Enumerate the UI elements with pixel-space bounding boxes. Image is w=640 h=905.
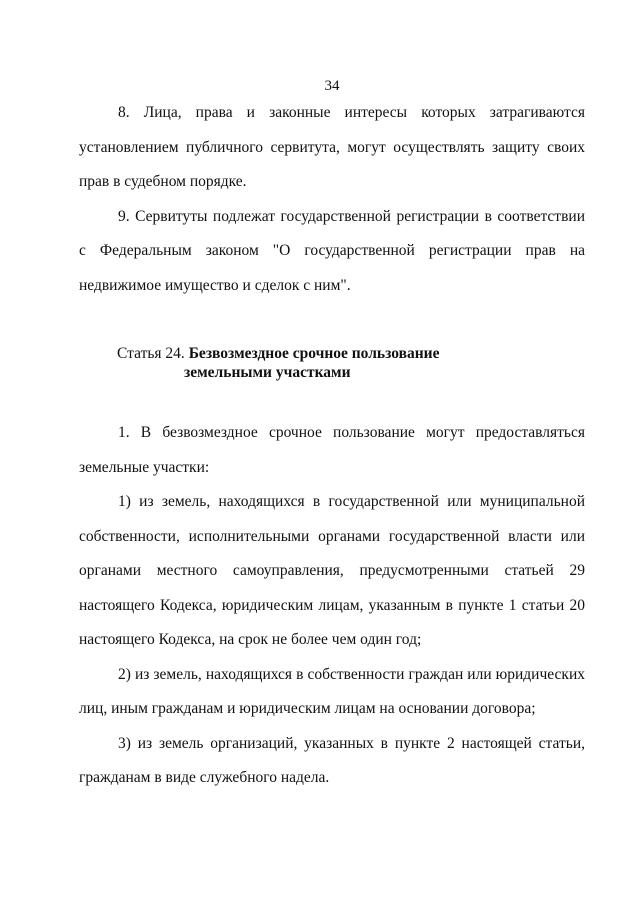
article-title-line2: земельными участками [184,364,351,381]
paragraph-8: 8. Лица, права и законные интересы которых затрагиваются установлением публичного сервитута, могут осуществлять защиту своих прав в судебном порядке. [79,104,585,190]
document-body [79,96,585,796]
spacer [79,382,585,416]
spacer [79,303,585,344]
paragraph-article-1-1: 1) из земель, находящихся в государственной или муниципальной собственности, исполнительными органами государственной власти или органами местного самоуправления, предусмотренными статьей 29 настоящего Кодекса, юридическим лицам, указанным в пункте 1 статьи 20 настоящего Кодекса, на срок не более чем один год; [79,493,585,648]
article-heading [79,344,585,382]
paragraph-article-1-3: 3) из земель организаций, указанных в пункте 2 настоящей статьи, гражданам в виде служебного надела. [79,734,585,786]
paragraph-9: 9. Сервитуты подлежат государственной регистрации в соответствии с Федеральным законом "О государственной регистрации прав на недвижимое имущество и сделок с ним". [79,207,585,294]
paragraph-article-1-2: 2) из земель, находящихся в собственности граждан или юридических лиц, иным гражданам и юридическим лицам на основании договора; [79,665,585,717]
page-number: 34 [324,78,340,94]
article-heading-line1 [79,344,585,363]
article-prefix: Статья 24. [117,345,185,362]
article-title-line1: Безвозмездное срочное пользование [188,345,440,362]
paragraph-article-1: 1. В безвозмездное срочное пользование могут предоставляться земельные участки: [79,424,585,476]
